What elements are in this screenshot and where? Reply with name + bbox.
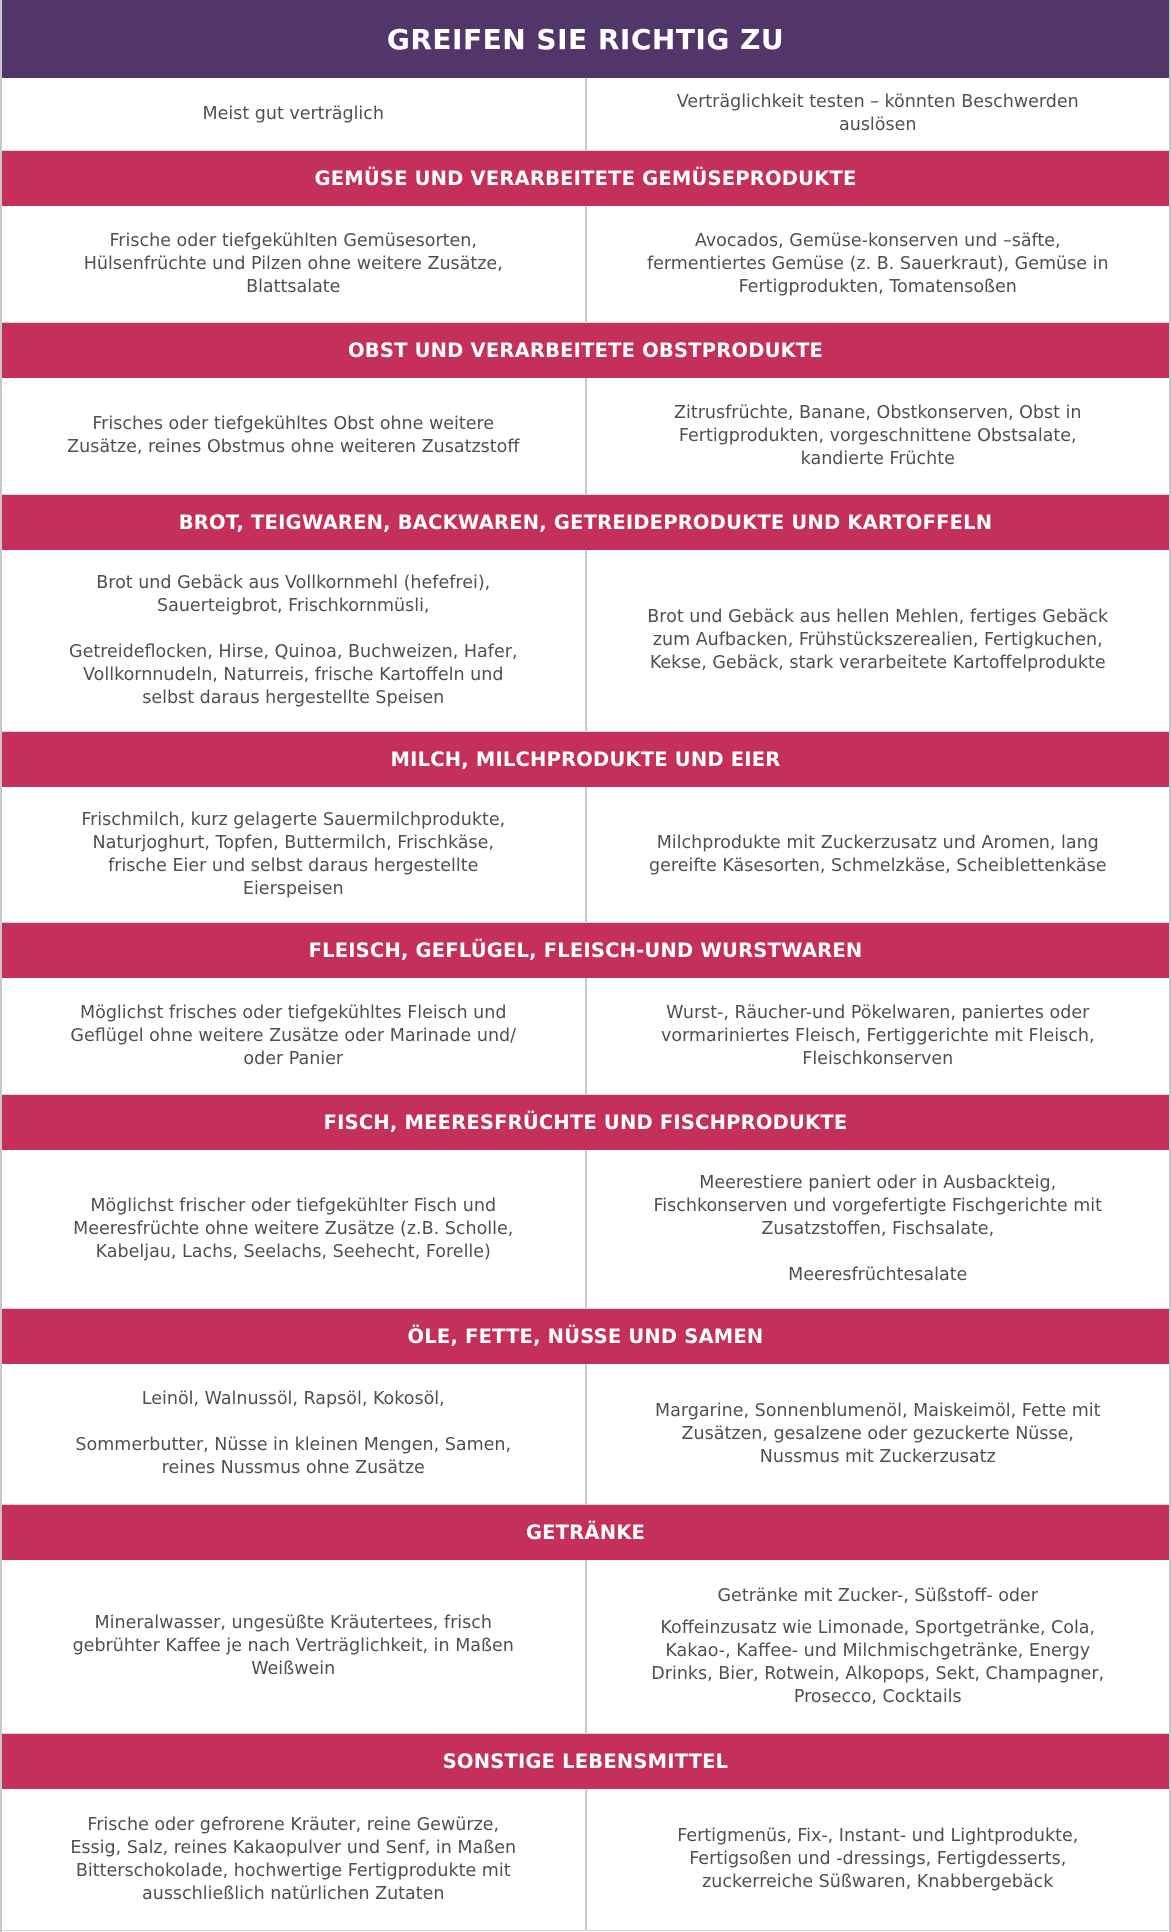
cell-text: Zitrusfrüchte, Banane, Obstkonserven, Obst in Fertigprodukten, vorgeschnittene Obstsalate, kandierte Früchte [673,402,1082,469]
section-row-fruit [2,378,1169,495]
cell-text: Brot und Gebäck aus Vollkornmehl (hefefrei), Sauerteigbrot, Frischkornmüsli, [96,572,491,616]
section-heading-bread: BROT, TEIGWAREN, BACKWAREN, GETREIDEPRODUKTE UND KARTOFFELN [2,495,1169,550]
cell-text: Meeresfrüchtesalate [788,1264,968,1285]
section-row-oils [2,1364,1169,1505]
tolerated-cell [2,378,585,494]
section-row-fish [2,1150,1169,1309]
cell-text: Frische oder tiefgekühlten Gemüsesorten, Hülsenfrüchte und Pilzen ohne weitere Zusätze, Blattsalate [83,230,503,297]
tolerated-cell [2,1364,585,1504]
cell-text: Frisches oder tiefgekühltes Obst ohne weitere Zusätze, reines Obstmus ohne weiteren Zusatzstoff [67,414,520,457]
cell-text: Getreideflocken, Hirse, Quinoa, Buchweizen, Hafer, Vollkornnudeln, Naturreis, frische Kartoffeln und selbst daraus hergestellte Speisen [69,641,518,708]
tolerated-cell [2,1560,585,1733]
test-cell [585,1789,1170,1930]
section-row-bread [2,550,1169,732]
section-heading-other: SONSTIGE LEBENSMITTEL [2,1734,1169,1789]
page-title: GREIFEN SIE RICHTIG ZU [2,0,1169,78]
column-header-row [2,78,1169,151]
section-heading-fish: FISCH, MEERESFRÜCHTE UND FISCHPRODUKTE [2,1095,1169,1150]
cell-text: Meerestiere paniert oder in Ausbackteig, Fischkonserven und vorgefertigte Fischgerichte mit Zusatzstoffen, Fischsalate, [653,1172,1103,1239]
tolerated-cell [2,787,585,922]
cell-text: Mineralwasser, ungesüßte Kräutertees, frisch gebrühter Kaffee je nach Verträglichkeit, in Maßen Weißwein [72,1613,514,1679]
cell-text: Milchprodukte mit Zuckerzusatz und Aromen, lang gereifte Käsesorten, Schmelzkäse, Scheiblettenkäse [649,832,1107,876]
cell-text: Wurst-, Räucher-und Pökelwaren, paniertes oder vormariniertes Fleisch, Fertiggerichte mit Fleisch, Fleischkonserven [660,1002,1095,1069]
cell-text: Frischmilch, kurz gelagerte Sauermilchprodukte, Naturjoghurt, Topfen, Buttermilch, Frischkäse, frische Eier und selbst daraus hergestellte Eierspeisen [81,809,506,899]
test-cell [585,550,1170,731]
section-row-vegetables [2,206,1169,323]
tolerated-cell [2,978,585,1094]
section-heading-oils: ÖLE, FETTE, NÜSSE UND SAMEN [2,1309,1169,1364]
section-row-other [2,1789,1169,1931]
test-cell [585,1560,1170,1733]
tolerated-cell [2,550,585,731]
test-cell [585,1150,1170,1308]
test-cell [585,787,1170,922]
cell-text: Brot und Gebäck aus hellen Mehlen, fertiges Gebäck zum Aufbacken, Frühstückszerealien, Fertigkuchen, Kekse, Gebäck, stark verarbeitete Kartoffelprodukte [647,607,1109,673]
test-cell [585,978,1170,1094]
cell-text: Möglichst frischer oder tiefgekühlter Fisch und Meeresfrüchte ohne weitere Zusätze (z.B. Scholle, Kabeljau, Lachs, Seelachs, Seehecht, Forelle) [73,1195,514,1262]
tolerated-cell [2,1789,585,1930]
tolerated-cell [2,206,585,322]
test-cell [585,378,1170,494]
tolerated-cell [2,1150,585,1308]
section-heading-vegetables: GEMÜSE UND VERARBEITETE GEMÜSEPRODUKTE [2,151,1169,206]
cell-text: Frische oder gefrorene Kräuter, reine Gewürze, Essig, Salz, reines Kakaopulver und Senf, in Maßen Bitterschokolade, hochwertige Fertigprodukte mit ausschließlich natürlichen Zutaten [70,1814,517,1904]
cell-text: Koffeinzusatz wie Limonade, Sportgetränke, Cola, Kakao-, Kaffee- und Milchmischgetränke, Energy Drinks, Bier, Rotwein, Alkopops, Sekt, Champagner, Prosecco, Cocktails [651,1617,1105,1707]
section-row-drinks [2,1560,1169,1734]
cell-text: Fertigmenüs, Fix-, Instant- und Lightprodukte, Fertigsoßen und -dressings, Fertigdesserts, zuckerreiche Süßwaren, Knabbergebäck [677,1826,1079,1892]
cell-text: Möglichst frisches oder tiefgekühltes Fleisch und Geflügel ohne weitere Zusätze oder Marinade und/ oder Panier [70,1002,517,1069]
section-row-dairy [2,787,1169,923]
cell-text: Getränke mit Zucker-, Süßstoff- oder [717,1585,1038,1606]
test-cell [585,206,1170,322]
column-header-test: Verträglichkeit testen – könnten Beschwerden auslösen [585,78,1170,150]
column-header-tolerated: Meist gut verträglich [202,103,385,124]
test-cell [585,1364,1170,1504]
cell-text: Leinöl, Walnussöl, Rapsöl, Kokosöl, [141,1389,445,1409]
cell-text: Avocados, Gemüse-konserven und –säfte, fermentiertes Gemüse (z. B. Sauerkraut), Gemüse in Fertigprodukten, Tomatensoßen [646,230,1109,297]
section-heading-dairy: MILCH, MILCHPRODUKTE UND EIER [2,732,1169,787]
section-heading-drinks: GETRÄNKE [2,1505,1169,1560]
section-row-meat [2,978,1169,1095]
cell-text: Margarine, Sonnenblumenöl, Maiskeimöl, Fette mit Zusätzen, gesalzene oder gezuckerte Nüsse, Nussmus mit Zuckerzusatz [655,1400,1101,1467]
section-heading-meat: FLEISCH, GEFLÜGEL, FLEISCH-UND WURSTWAREN [2,923,1169,978]
cell-text: Sommerbutter, Nüsse in kleinen Mengen, Samen, reines Nussmus ohne Zusätze [75,1435,512,1478]
section-heading-fruit: OBST UND VERARBEITETE OBSTPRODUKTE [2,323,1169,378]
